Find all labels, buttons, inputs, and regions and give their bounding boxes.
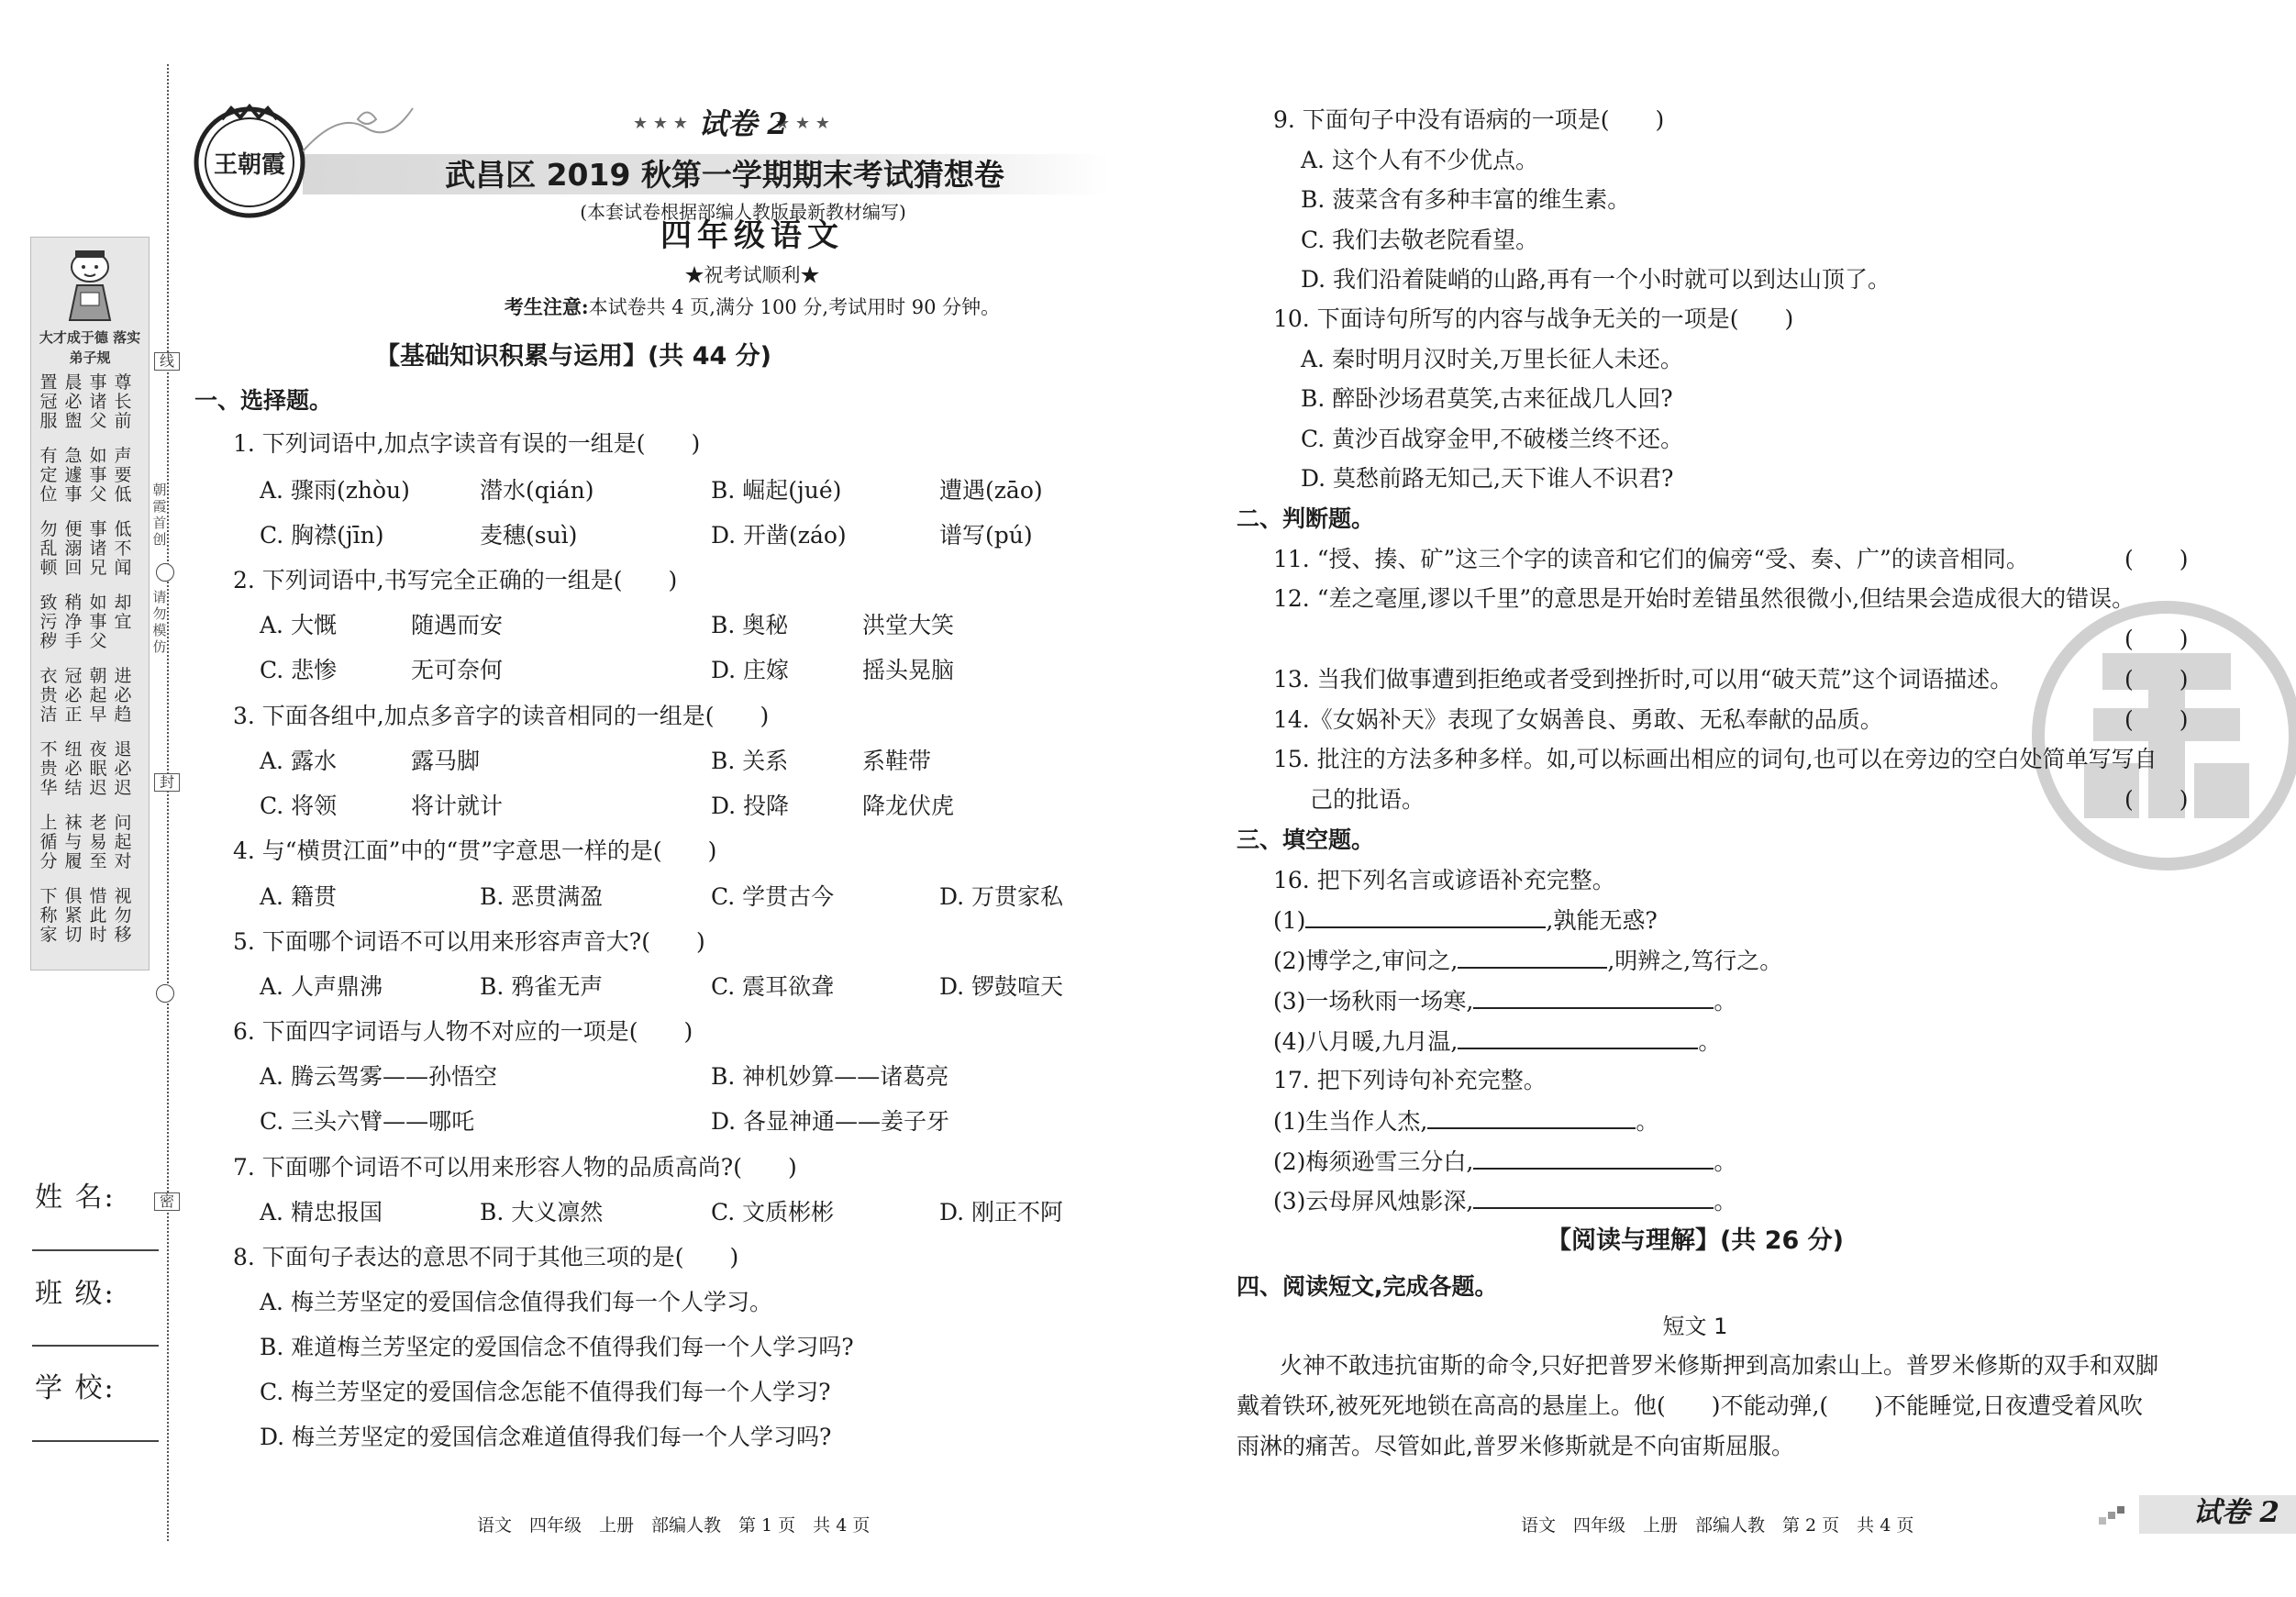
- question-10: 10. 下面诗句所写的内容与战争无关的一项是( ): [1273, 305, 1794, 332]
- binding-note-copy: [149, 589, 171, 655]
- section-basic-heading: 【基础知识积累与运用】(共 44 分): [374, 342, 772, 371]
- q4-option-b[interactable]: B. 恶贯满盈: [480, 883, 604, 910]
- q17-2-prefix: (2)梅须逊雪三分白,: [1273, 1148, 1474, 1175]
- star-decoration-right: ★ ★ ★: [775, 114, 830, 133]
- motto-column: 袜与履: [64, 813, 83, 871]
- motto-column: 冠必正: [64, 666, 83, 725]
- motto-panel: [30, 237, 150, 970]
- q17-2-blank[interactable]: [1473, 1146, 1714, 1170]
- q16-4-suffix: 。: [1698, 1028, 1722, 1055]
- q16-2: [1273, 945, 1782, 977]
- footer-pixel-decoration: [2099, 1506, 2132, 1526]
- motto-column: 上循分: [39, 813, 58, 871]
- motto-grid: [39, 373, 141, 960]
- q16-2-blank[interactable]: [1458, 945, 1607, 969]
- binding-tag-secret: 密: [154, 1192, 180, 1211]
- q8-option-b[interactable]: B. 难道梅兰芳坚定的爱国信念不值得我们每一个人学习吗?: [260, 1334, 854, 1360]
- q7-option-a[interactable]: A. 精忠报国: [260, 1199, 383, 1225]
- q1-option-d2[interactable]: 谱写(pú): [939, 522, 1033, 549]
- question-12: 12. “差之毫厘,谬以千里”的意思是开始时差错虽然很微小,但结果会造成很大的错误。: [1273, 585, 2135, 612]
- q9-option-a[interactable]: A. 这个人有不少优点。: [1301, 147, 1538, 173]
- q16-1-blank[interactable]: [1305, 904, 1546, 928]
- motto-column: 退必迟: [114, 739, 132, 798]
- q16-2-prefix: (2)博学之,审问之,: [1273, 948, 1459, 974]
- question-4: 4. 与“横贯江面”中的“贯”字意思一样的是( ): [233, 837, 717, 864]
- motto-column: 声要低: [114, 446, 132, 505]
- binding-hole-mark: [156, 563, 174, 582]
- school-field[interactable]: [32, 1440, 159, 1442]
- footer-paper-tag: 试卷 2: [2192, 1496, 2279, 1529]
- q9-option-c[interactable]: C. 我们去敬老院看望。: [1301, 227, 1539, 253]
- q17-3-prefix: (3)云母屏风烛影深,: [1273, 1188, 1474, 1214]
- q5-option-b[interactable]: B. 鸦雀无声: [480, 973, 604, 1000]
- motto-column: 有定位: [39, 446, 58, 505]
- question-1: 1. 下列词语中,加点字读音有误的一组是( ): [233, 430, 701, 457]
- q16-2-suffix: ,明辨之,笃行之。: [1607, 948, 1783, 974]
- footer-page-1: 语文 四年级 上册 部编人教 第 1 页 共 4 页: [477, 1515, 871, 1536]
- motto-column: 问起对: [114, 813, 132, 871]
- motto-column: 勿乱顿: [39, 519, 58, 578]
- q16-3-prefix: (3)一场秋雨一场寒,: [1273, 988, 1474, 1015]
- question-15-cont: 己的批语。: [1310, 786, 1425, 813]
- motto-column: 便溺回: [64, 519, 83, 578]
- q2-option-d2[interactable]: 摇头晃脑: [862, 657, 955, 683]
- part-judge-heading: 二、判断题。: [1237, 505, 1375, 532]
- paper-label: 试卷 2: [698, 106, 788, 141]
- motto-column: 事诸父: [89, 372, 107, 431]
- grade-subject: 四年级语文: [660, 217, 844, 254]
- binding-hole-mark: [156, 984, 174, 1003]
- question-11: 11. “授、揍、矿”这三个字的读音和它们的偏旁“受、奏、广”的读音相同。: [1273, 546, 2029, 572]
- motto-column: 如事父: [89, 446, 107, 505]
- q8-option-c[interactable]: C. 梅兰芳坚定的爱国信念怎能不值得我们每一个人学习?: [260, 1379, 831, 1405]
- q1-option-a2[interactable]: 潜水(qián): [480, 477, 594, 504]
- q10-option-d[interactable]: D. 莫愁前路无知己,天下谁人不识君?: [1301, 465, 1674, 492]
- q3-option-d2[interactable]: 降龙伏虎: [862, 793, 955, 819]
- q2-option-b1[interactable]: B. 奥秘: [711, 612, 789, 638]
- q1-option-a1[interactable]: A. 骤雨(zhòu): [260, 477, 410, 504]
- question-14: 14.《女娲补天》表现了女娲善良、勇敢、无私奉献的品质。: [1273, 706, 1883, 733]
- part-reading-heading: 四、阅读短文,完成各题。: [1237, 1273, 1498, 1300]
- q13-answer-paren[interactable]: ( ): [2124, 666, 2189, 693]
- q5-option-d[interactable]: D. 锣鼓喧天: [939, 973, 1064, 1000]
- q17-1-prefix: (1)生当作人杰,: [1273, 1108, 1428, 1135]
- q17-1-suffix: 。: [1636, 1108, 1659, 1135]
- q10-option-a[interactable]: A. 秦时明月汉时关,万里长征人未还。: [1301, 346, 1683, 372]
- q9-option-b[interactable]: B. 菠菜含有多种丰富的维生素。: [1301, 186, 1631, 213]
- q10-option-b[interactable]: B. 醉卧沙场君莫笑,古来征战几人回?: [1301, 385, 1673, 412]
- q17-3-blank[interactable]: [1473, 1185, 1714, 1209]
- q17-2-suffix: 。: [1714, 1148, 1737, 1175]
- q7-option-d[interactable]: D. 刚正不阿: [939, 1199, 1064, 1225]
- motto-column: 致污秽: [39, 593, 58, 651]
- binding-dotted-line: [167, 64, 169, 1541]
- ribbon-decoration-icon: [303, 101, 422, 156]
- passage-line-3: 雨淋的痛苦。尽管如此,普罗米修斯就是不向宙斯屈服。: [1237, 1433, 1794, 1459]
- q9-option-d[interactable]: D. 我们沿着陡峭的山路,再有一个小时就可以到达山顶了。: [1301, 266, 1891, 293]
- motto-column: 俱紧切: [64, 886, 83, 945]
- exam-title: 武昌区 2019 秋第一学期期末考试猜想卷: [445, 157, 1004, 193]
- motto-column: 衣贵洁: [39, 666, 58, 725]
- name-label: 姓 名:: [35, 1181, 116, 1214]
- motto-column: 却宜: [114, 593, 132, 632]
- question-17: 17. 把下列诗句补充完整。: [1273, 1067, 1547, 1093]
- passage-title: 短文 1: [1662, 1314, 1728, 1339]
- q2-option-c2[interactable]: 无可奈何: [411, 657, 504, 683]
- q6-option-d[interactable]: D. 各显神通——姜子牙: [711, 1108, 950, 1135]
- q16-4-prefix: (4)八月暖,九月温,: [1273, 1028, 1459, 1055]
- question-8: 8. 下面句子表达的意思不同于其他三项的是( ): [233, 1244, 739, 1270]
- q10-option-c[interactable]: C. 黄沙百战穿金甲,不破楼兰终不还。: [1301, 426, 1684, 452]
- motto-column: 进必趋: [114, 666, 132, 725]
- binding-note-copy-text: 请勿模仿: [152, 589, 167, 655]
- q3-option-a1[interactable]: A. 露水: [260, 748, 337, 774]
- q2-option-c1[interactable]: C. 悲惨: [260, 657, 338, 683]
- question-16: 16. 把下列名言或谚语补充完整。: [1273, 867, 1615, 893]
- passage-line-1: 火神不敢违抗宙斯的命令,只好把普罗米修斯押到高加索山上。普罗米修斯的双手和双脚: [1280, 1352, 2158, 1379]
- motto-column: 视勿移: [114, 886, 132, 945]
- q3-option-a2[interactable]: 露马脚: [411, 748, 481, 774]
- q4-option-a[interactable]: A. 籍贯: [260, 883, 337, 910]
- q16-4-blank[interactable]: [1458, 1026, 1698, 1049]
- q3-option-b2[interactable]: 系鞋带: [862, 748, 932, 774]
- footer-page-2: 语文 四年级 上册 部编人教 第 2 页 共 4 页: [1521, 1515, 1914, 1536]
- binding-tag-line: 线: [154, 352, 180, 371]
- q3-option-c2[interactable]: 将计就计: [411, 793, 504, 819]
- q17-2: [1273, 1146, 1736, 1178]
- part-choice-heading: 一、选择题。: [194, 387, 333, 414]
- logo-text: 王朝霞: [213, 151, 286, 179]
- q3-option-b1[interactable]: B. 关系: [711, 748, 789, 774]
- q1-option-b2[interactable]: 遭遇(zāo): [939, 477, 1043, 504]
- motto-column: 置冠服: [39, 372, 58, 431]
- q14-answer-paren[interactable]: ( ): [2124, 706, 2189, 733]
- q1-option-d1[interactable]: D. 开凿(záo): [711, 522, 847, 549]
- motto-column: 不贵华: [39, 739, 58, 798]
- q8-option-d[interactable]: D. 梅兰芳坚定的爱国信念难道值得我们每一个人学习吗?: [260, 1424, 832, 1450]
- q4-option-d[interactable]: D. 万贯家私: [939, 883, 1064, 910]
- q6-option-b[interactable]: B. 神机妙算——诸葛亮: [711, 1063, 949, 1090]
- q16-1-prefix: (1): [1273, 907, 1306, 934]
- exam-subtitle: (本套试卷根据部编人教版最新教材编写): [580, 201, 906, 223]
- motto-column: 老易至: [89, 813, 107, 871]
- star-decoration-left: ★ ★ ★: [633, 114, 688, 133]
- question-13: 13. 当我们做事遭到拒绝或者受到挫折时,可以用“破天荒”这个词语描述。: [1273, 666, 2013, 693]
- notice-label: 考生注意:: [504, 295, 589, 318]
- q6-option-c[interactable]: C. 三头六臂——哪吒: [260, 1108, 475, 1135]
- motto-column: 朝起早: [89, 666, 107, 725]
- q16-3: [1273, 985, 1736, 1017]
- q17-1-blank[interactable]: [1427, 1105, 1636, 1129]
- notice-text: 本试卷共 4 页,满分 100 分,考试用时 90 分钟。: [588, 296, 1001, 318]
- q1-option-c1[interactable]: C. 胸襟(jīn): [260, 522, 384, 549]
- exam-wish: ★祝考试顺利★: [684, 264, 820, 286]
- section-reading-heading: 【阅读与理解】(共 26 分): [1546, 1226, 1845, 1255]
- q17-3-suffix: 。: [1714, 1188, 1737, 1214]
- q16-1: [1273, 904, 1658, 937]
- q7-option-b[interactable]: B. 大义凛然: [480, 1199, 604, 1225]
- question-15: 15. 批注的方法多种多样。如,可以标画出相应的词句,也可以在旁边的空白处简单写写自: [1273, 746, 2157, 772]
- q5-option-c[interactable]: C. 震耳欲聋: [711, 973, 835, 1000]
- q11-answer-paren[interactable]: ( ): [2124, 546, 2189, 572]
- motto-column: 急遽事: [64, 446, 83, 505]
- class-label: 班 级:: [35, 1278, 116, 1310]
- question-7: 7. 下面哪个词语不可以用来形容人物的品质高尚?( ): [233, 1154, 797, 1181]
- q4-option-c[interactable]: C. 学贯古今: [711, 883, 835, 910]
- binding-tag-seal: 封: [154, 773, 180, 792]
- q12-answer-paren[interactable]: ( ): [2124, 626, 2189, 652]
- question-9: 9. 下面句子中没有语病的一项是( ): [1273, 106, 1665, 133]
- binding-note-original-text: 朝霞首创: [152, 482, 167, 548]
- q6-option-a[interactable]: A. 腾云驾雾——孙悟空: [260, 1063, 497, 1090]
- motto-column: 事诸兄: [89, 519, 107, 578]
- binding-note-original: [149, 482, 171, 548]
- q17-3: [1273, 1185, 1736, 1217]
- q2-option-b2[interactable]: 洪堂大笑: [862, 612, 955, 638]
- q16-3-blank[interactable]: [1473, 985, 1714, 1009]
- q2-option-a1[interactable]: A. 大慨: [260, 612, 337, 638]
- q5-option-a[interactable]: A. 人声鼎沸: [260, 973, 383, 1000]
- motto-column: 下称家: [39, 886, 58, 945]
- motto-column: 尊长前: [114, 372, 132, 431]
- q1-option-c2[interactable]: 麦穗(suì): [480, 522, 578, 549]
- q16-1-suffix: ,孰能无惑?: [1546, 907, 1658, 934]
- motto-column: 如事父: [89, 593, 107, 651]
- q8-option-a[interactable]: A. 梅兰芳坚定的爱国信念值得我们每一个人学习。: [260, 1289, 772, 1315]
- motto-column: 夜眠迟: [89, 739, 107, 798]
- class-field[interactable]: [32, 1345, 159, 1347]
- question-5: 5. 下面哪个词语不可以用来形容声音大?( ): [233, 928, 705, 955]
- q1-option-b1[interactable]: B. 崛起(jué): [711, 477, 842, 504]
- q7-option-c[interactable]: C. 文质彬彬: [711, 1199, 835, 1225]
- q2-option-d1[interactable]: D. 庄嫁: [711, 657, 790, 683]
- q16-4: [1273, 1026, 1721, 1058]
- motto-column: 纽必结: [64, 739, 83, 798]
- school-label: 学 校:: [35, 1372, 116, 1404]
- q16-3-suffix: 。: [1714, 988, 1737, 1015]
- part-fill-heading: 三、填空题。: [1237, 826, 1375, 853]
- q2-option-a2[interactable]: 随遇而安: [411, 612, 504, 638]
- question-2: 2. 下列词语中,书写完全正确的一组是( ): [233, 567, 678, 593]
- scholar-figure-icon: [50, 247, 130, 322]
- q15-answer-paren[interactable]: ( ): [2124, 786, 2189, 813]
- question-3: 3. 下面各组中,加点多音字的读音相同的一组是( ): [233, 703, 770, 729]
- publisher-logo-icon: [190, 103, 309, 222]
- motto-column: 惜此时: [89, 886, 107, 945]
- motto-title: 大才成于德 落实弟子规: [39, 329, 141, 366]
- passage-line-2: 戴着铁环,被死死地锁在高高的悬崖上。他( )不能动弹,( )不能睡觉,日夜遭受着风吹: [1237, 1392, 2143, 1419]
- q3-option-d1[interactable]: D. 投降: [711, 793, 790, 819]
- q17-1: [1273, 1105, 1658, 1137]
- q3-option-c1[interactable]: C. 将领: [260, 793, 338, 819]
- motto-column: 低不闻: [114, 519, 132, 578]
- question-6: 6. 下面四字词语与人物不对应的一项是( ): [233, 1018, 693, 1045]
- motto-column: 晨必盥: [64, 372, 83, 431]
- exam-notice: [367, 292, 1137, 323]
- name-field[interactable]: [32, 1249, 159, 1251]
- motto-column: 稍净手: [64, 593, 83, 651]
